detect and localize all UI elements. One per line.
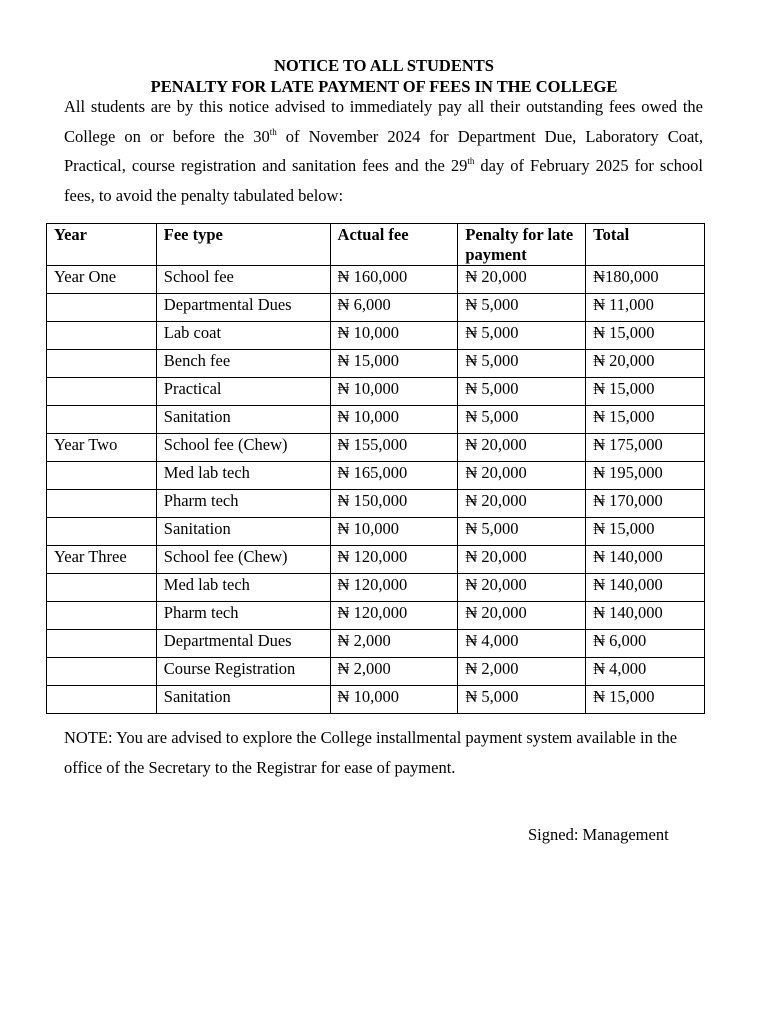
cell-total: ₦ 140,000 (586, 574, 705, 602)
cell-penalty: ₦ 20,000 (458, 462, 586, 490)
cell-actual-fee: ₦ 15,000 (330, 350, 458, 378)
cell-year: Year Two (47, 434, 157, 462)
cell-fee-type: Sanitation (156, 686, 330, 714)
cell-penalty: ₦ 5,000 (458, 686, 586, 714)
cell-fee-type: Departmental Dues (156, 294, 330, 322)
header-year: Year (47, 224, 157, 266)
cell-fee-type: Practical (156, 378, 330, 406)
table-header-row (47, 224, 705, 266)
cell-fee-type: Pharm tech (156, 490, 330, 518)
cell-penalty: ₦ 5,000 (458, 378, 586, 406)
cell-total: ₦ 170,000 (586, 490, 705, 518)
cell-penalty: ₦ 20,000 (458, 490, 586, 518)
table-row (47, 686, 705, 714)
cell-actual-fee: ₦ 6,000 (330, 294, 458, 322)
penalty-table (46, 223, 705, 714)
intro-paragraph (64, 92, 703, 210)
header-penalty: Penalty for late payment (458, 224, 586, 266)
intro-text-1: All students are by this notice advised to immediately pay all their outstanding fees owed the College on or before the 30 (64, 97, 703, 146)
cell-year (47, 350, 157, 378)
table-row (47, 406, 705, 434)
cell-total: ₦ 20,000 (586, 350, 705, 378)
cell-actual-fee: ₦ 10,000 (330, 518, 458, 546)
table-row (47, 266, 705, 294)
signature: Signed: Management (528, 825, 669, 844)
cell-fee-type: Pharm tech (156, 602, 330, 630)
cell-penalty: ₦ 20,000 (458, 574, 586, 602)
cell-penalty: ₦ 5,000 (458, 518, 586, 546)
cell-penalty: ₦ 5,000 (458, 294, 586, 322)
cell-penalty: ₦ 2,000 (458, 658, 586, 686)
cell-fee-type: Med lab tech (156, 462, 330, 490)
cell-actual-fee: ₦ 120,000 (330, 546, 458, 574)
cell-total: ₦ 6,000 (586, 630, 705, 658)
cell-actual-fee: ₦ 150,000 (330, 490, 458, 518)
cell-total: ₦ 11,000 (586, 294, 705, 322)
cell-total: ₦ 15,000 (586, 322, 705, 350)
cell-total: ₦ 4,000 (586, 658, 705, 686)
cell-year (47, 518, 157, 546)
cell-year (47, 490, 157, 518)
intro-superscript-2: th (467, 156, 475, 166)
notice-title: NOTICE TO ALL STUDENTS (274, 56, 494, 75)
cell-year (47, 630, 157, 658)
cell-actual-fee: ₦ 2,000 (330, 630, 458, 658)
cell-fee-type: Bench fee (156, 350, 330, 378)
cell-year (47, 294, 157, 322)
cell-fee-type: School fee (156, 266, 330, 294)
table-row (47, 518, 705, 546)
cell-year (47, 686, 157, 714)
cell-fee-type: School fee (Chew) (156, 546, 330, 574)
cell-penalty: ₦ 5,000 (458, 350, 586, 378)
cell-fee-type: School fee (Chew) (156, 434, 330, 462)
cell-year (47, 462, 157, 490)
cell-penalty: ₦ 5,000 (458, 406, 586, 434)
cell-actual-fee: ₦ 2,000 (330, 658, 458, 686)
cell-total: ₦ 15,000 (586, 406, 705, 434)
cell-fee-type: Lab coat (156, 322, 330, 350)
cell-penalty: ₦ 20,000 (458, 546, 586, 574)
intro-text-3: day of February 2025 for school fees, to avoid the penalty tabulated below: (64, 156, 704, 205)
intro-superscript-1: th (269, 126, 277, 137)
table-row (47, 322, 705, 350)
cell-year (47, 378, 157, 406)
cell-fee-type: Course Registration (156, 658, 330, 686)
cell-total: ₦ 15,000 (586, 518, 705, 546)
cell-actual-fee: ₦ 165,000 (330, 462, 458, 490)
table-row (47, 434, 705, 462)
cell-year (47, 602, 157, 630)
cell-total: ₦ 140,000 (586, 602, 705, 630)
cell-actual-fee: ₦ 10,000 (330, 686, 458, 714)
cell-penalty: ₦ 5,000 (458, 322, 586, 350)
cell-fee-type: Sanitation (156, 406, 330, 434)
cell-total: ₦180,000 (586, 266, 705, 294)
table-row (47, 294, 705, 322)
cell-year (47, 658, 157, 686)
intro-text-2: of November 2024 for Department Due, Laboratory Coat, Practical, course registration and sanitation fees and the 29 (64, 126, 704, 175)
cell-penalty: ₦ 4,000 (458, 630, 586, 658)
notice-subtitle: PENALTY FOR LATE PAYMENT OF FEES IN THE COLLEGE (150, 77, 618, 96)
cell-penalty: ₦ 20,000 (458, 266, 586, 294)
cell-actual-fee: ₦ 120,000 (330, 602, 458, 630)
cell-fee-type: Departmental Dues (156, 630, 330, 658)
table-row (47, 462, 705, 490)
header-total: Total (586, 224, 705, 266)
table-row (47, 602, 705, 630)
cell-year (47, 574, 157, 602)
header-actual-fee: Actual fee (330, 224, 458, 266)
table-row (47, 350, 705, 378)
cell-actual-fee: ₦ 10,000 (330, 322, 458, 350)
table-row (47, 630, 705, 658)
table-row (47, 658, 705, 686)
cell-actual-fee: ₦ 120,000 (330, 574, 458, 602)
cell-actual-fee: ₦ 10,000 (330, 378, 458, 406)
table-row (47, 378, 705, 406)
header-fee-type: Fee type (156, 224, 330, 266)
cell-total: ₦ 15,000 (586, 686, 705, 714)
cell-year: Year One (47, 266, 157, 294)
cell-total: ₦ 15,000 (586, 378, 705, 406)
cell-fee-type: Sanitation (156, 518, 330, 546)
cell-year (47, 322, 157, 350)
cell-actual-fee: ₦ 160,000 (330, 266, 458, 294)
cell-total: ₦ 140,000 (586, 546, 705, 574)
cell-actual-fee: ₦ 10,000 (330, 406, 458, 434)
cell-year (47, 406, 157, 434)
cell-fee-type: Med lab tech (156, 574, 330, 602)
table-row (47, 490, 705, 518)
installment-note: NOTE: You are advised to explore the College installmental payment system available in the office of the Secretary to the Registrar for ease of payment. (64, 728, 678, 777)
table-body (47, 266, 705, 714)
table-row (47, 546, 705, 574)
table-row (47, 574, 705, 602)
cell-actual-fee: ₦ 155,000 (330, 434, 458, 462)
cell-total: ₦ 195,000 (586, 462, 705, 490)
cell-year: Year Three (47, 546, 157, 574)
cell-penalty: ₦ 20,000 (458, 434, 586, 462)
cell-penalty: ₦ 20,000 (458, 602, 586, 630)
cell-total: ₦ 175,000 (586, 434, 705, 462)
